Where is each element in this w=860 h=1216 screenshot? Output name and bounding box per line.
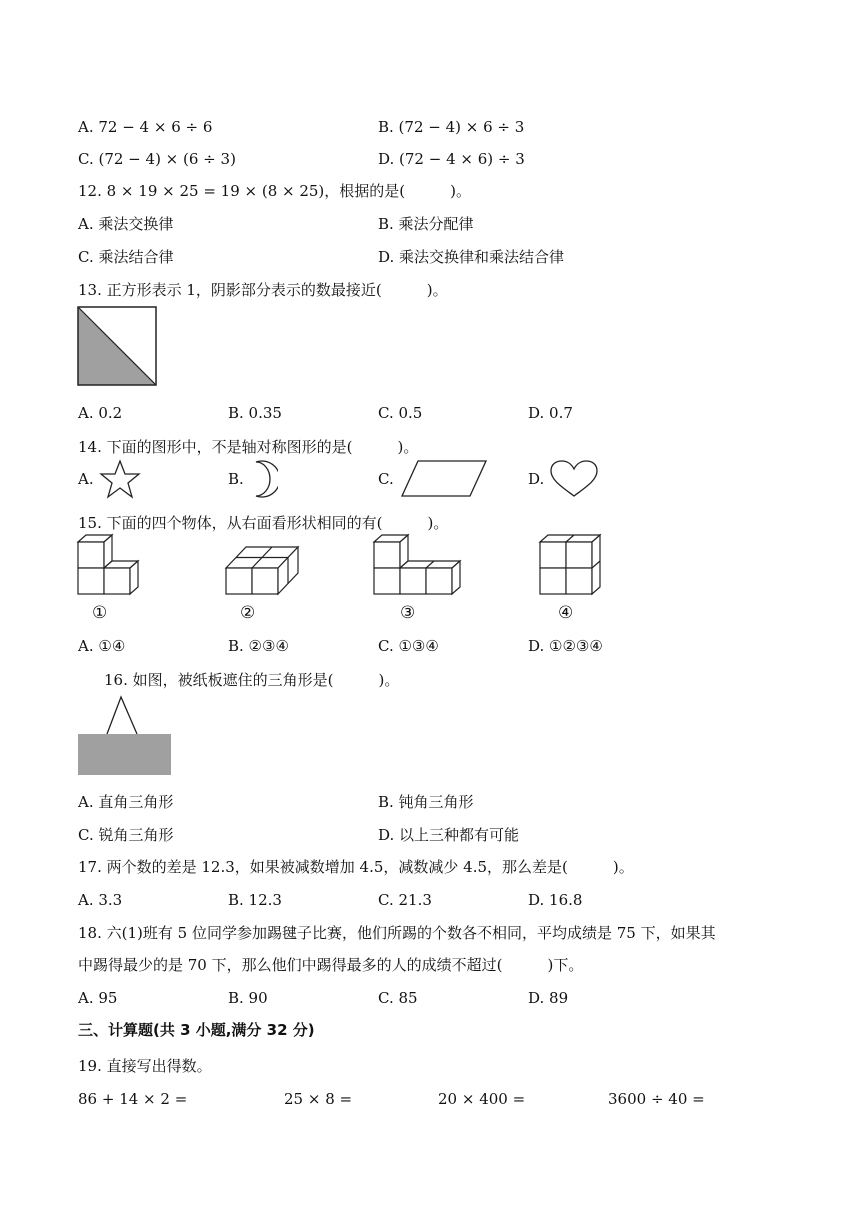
q18-option-a: A. 95: [78, 989, 118, 1007]
crescent-moon-icon: [248, 459, 278, 499]
q17-option-c: C. 21.3: [378, 891, 432, 909]
heart-icon: [548, 459, 600, 499]
q13-option-a: A. 0.2: [78, 404, 123, 422]
object-label-3: ③: [400, 603, 416, 623]
q17-option-a: A. 3.3: [78, 891, 123, 909]
q13-option-b: B. 0.35: [228, 404, 282, 422]
q11-option-a: A. 72 − 4 × 6 ÷ 6: [78, 118, 213, 136]
cube-object-3: [372, 533, 468, 603]
q14-option-b-label: B.: [228, 470, 244, 488]
q16-option-b: B. 钝角三角形: [378, 793, 474, 811]
q18-stem-line2: 中踢得最少的是 70 下，那么他们中踢得最多的人的成绩不超过( )下。: [78, 956, 584, 974]
q12-stem: 12. 8 × 19 × 25 = 19 × (8 × 25)，根据的是( )。: [78, 182, 471, 200]
q14-option-b: [228, 459, 278, 499]
q19-stem: 19. 直接写出得数。: [78, 1057, 212, 1075]
q19-item-1: 86 + 14 × 2 =: [78, 1090, 188, 1108]
q17-option-b: B. 12.3: [228, 891, 282, 909]
q15-option-c: C. ①③④: [378, 637, 439, 655]
q15-option-a: A. ①④: [78, 637, 126, 655]
q18-stem-line1: 18. 六(1)班有 5 位同学参加踢毽子比赛，他们所踢的个数各不相同，平均成绩是 75 下，如果其: [78, 924, 716, 942]
cube-object-2: [224, 543, 308, 603]
object-label-2: ②: [240, 603, 256, 623]
q16-stem: 16. 如图，被纸板遮住的三角形是( )。: [104, 671, 400, 689]
q18-option-c: C. 85: [378, 989, 418, 1007]
q12-option-d: D. 乘法交换律和乘法结合律: [378, 248, 565, 266]
q17-stem: 17. 两个数的差是 12.3，如果被减数增加 4.5，减数减少 4.5，那么差是( )。: [78, 858, 634, 876]
q12-option-b: B. 乘法分配律: [378, 215, 474, 233]
q18-option-d: D. 89: [528, 989, 569, 1007]
q13-option-d: D. 0.7: [528, 404, 573, 422]
object-label-1: ①: [92, 603, 108, 623]
q13-square-figure: [77, 306, 157, 386]
triangle-top-lines: [107, 697, 137, 734]
q14-option-c-label: C.: [378, 470, 394, 488]
q15-stem: 15. 下面的四个物体，从右面看形状相同的有( )。: [78, 514, 449, 532]
section-heading: 三、计算题(共 3 小题,满分 32 分): [78, 1021, 315, 1039]
q15-option-b: B. ②③④: [228, 637, 289, 655]
q14-option-a: [78, 459, 142, 499]
q18-option-b: B. 90: [228, 989, 268, 1007]
q16-option-c: C. 锐角三角形: [78, 826, 174, 844]
cube-object-4: [538, 533, 610, 603]
cardboard-cover: [78, 734, 171, 775]
q16-covered-triangle-figure: [77, 694, 173, 776]
q14-option-c: [378, 459, 488, 499]
q12-option-c: C. 乘法结合律: [78, 248, 174, 266]
q19-item-2: 25 × 8 =: [284, 1090, 353, 1108]
cube-object-1: [76, 533, 146, 603]
q16-option-a: A. 直角三角形: [78, 793, 174, 811]
star-icon: [98, 459, 142, 499]
q19-item-4: 3600 ÷ 40 =: [608, 1090, 705, 1108]
q17-option-d: D. 16.8: [528, 891, 583, 909]
q15-option-d: D. ①②③④: [528, 637, 603, 655]
q11-option-b: B. (72 − 4) × 6 ÷ 3: [378, 118, 525, 136]
q13-stem: 13. 正方形表示 1，阴影部分表示的数最接近( )。: [78, 281, 448, 299]
q14-option-d-label: D.: [528, 470, 545, 488]
q14-option-a-label: A.: [78, 470, 94, 488]
q13-option-c: C. 0.5: [378, 404, 423, 422]
q11-option-d: D. (72 − 4 × 6) ÷ 3: [378, 150, 525, 168]
q16-option-d: D. 以上三种都有可能: [378, 826, 520, 844]
q14-stem: 14. 下面的图形中，不是轴对称图形的是( )。: [78, 438, 419, 456]
q19-item-3: 20 × 400 =: [438, 1090, 526, 1108]
parallelogram-icon: [398, 459, 488, 499]
object-label-4: ④: [558, 603, 574, 623]
q11-option-c: C. (72 − 4) × (6 ÷ 3): [78, 150, 236, 168]
q12-option-a: A. 乘法交换律: [78, 215, 174, 233]
q14-option-d: [528, 459, 600, 499]
